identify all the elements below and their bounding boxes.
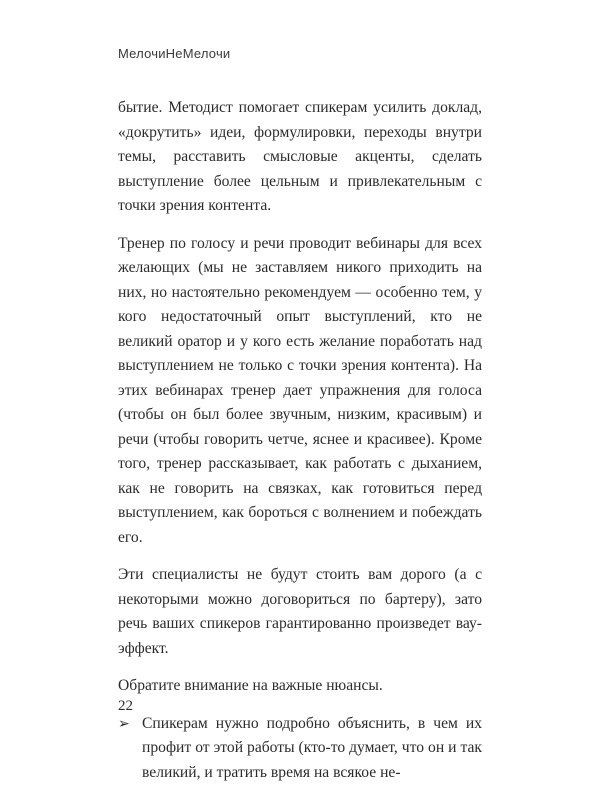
bullet-text: Спикерам нужно подробно объяснить, в чем их профит от этой работы (кто-то думает, что он и так великий, и тратить время на всякое не- [142,715,482,781]
paragraph: Тренер по голосу и речи проводит вебинары для всех желающих (мы не заставляем никого приходить на них, но настоятельно рекомендуем — особенно тем, у кого недостаточный опыт выступлений, кто не великий оратор и у кого есть желание поработать над выступлением не только с точки зрения контента). На этих вебинарах тренер дает упражнения для голоса (чтобы он был более звучным, низким, красивым) и речи (чтобы говорить четче, яснее и красивее). Кроме того, тренер рассказывает, как работать с дыханием, как не говорить на связках, как готовиться перед выступлением, как бороться с волнением и побеждать его. [118,232,482,551]
page-number: 22 [118,698,133,715]
paragraph: Обратите внимание на важные нюансы. [118,674,482,699]
arrow-bullet-icon: ➢ [118,712,130,737]
bullet-item [118,712,482,785]
paragraph: бытие. Методист помогает спикерам усилить доклад, «докрутить» идеи, формулировки, переходы внутри темы, расставить смысловые акценты, сделать выступление более цельным и привлекательным с точки зрения контента. [118,96,482,219]
running-title: МелочиНеМелочи [118,46,230,61]
paragraph: Эти специалисты не будут стоить вам дорого (а с некоторыми можно договориться по бартеру), зато речь ваших спикеров гарантированно произведет вау-эффект. [118,563,482,661]
page-body [118,96,482,785]
